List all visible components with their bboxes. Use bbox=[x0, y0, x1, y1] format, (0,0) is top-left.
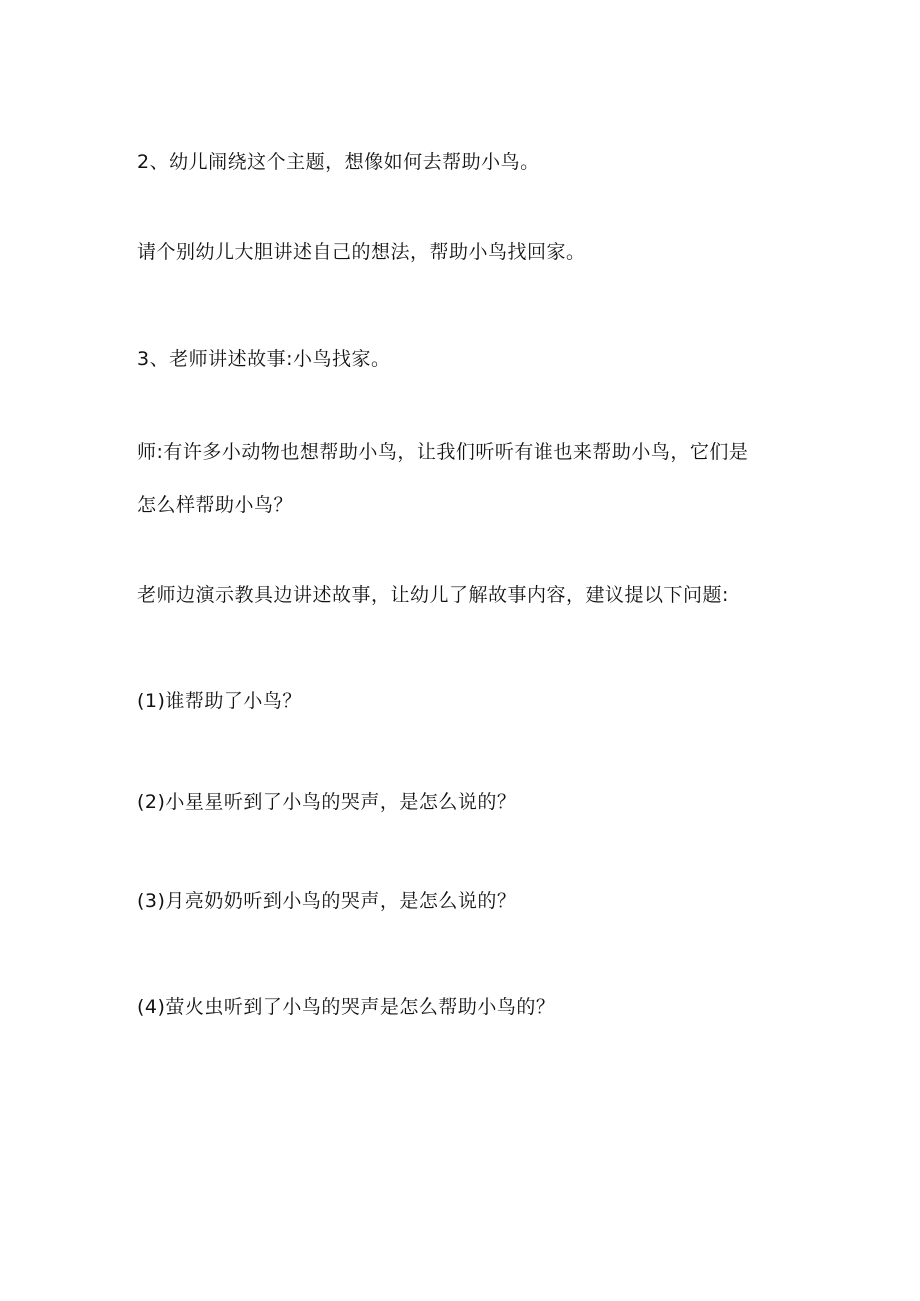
teacher-speech-line-2: 怎么样帮助小鸟？ bbox=[137, 494, 294, 516]
question-3: (3)月亮奶奶听到小鸟的哭声，是怎么说的？ bbox=[137, 890, 517, 912]
step-2-detail-text: 请个别幼儿大胆讲述自己的想法，帮助小鸟找回家。 bbox=[137, 241, 586, 263]
question-1: (1)谁帮助了小鸟？ bbox=[137, 690, 302, 712]
step-3-text: 3、老师讲述故事:小鸟找家。 bbox=[137, 348, 391, 370]
teacher-speech-line-1: 师:有许多小动物也想帮助小鸟，让我们听听有谁也来帮助小鸟，它们是 bbox=[137, 441, 749, 463]
question-2: (2)小星星听到了小鸟的哭声，是怎么说的？ bbox=[137, 791, 517, 813]
instruction-text: 老师边演示教具边讲述故事，让幼儿了解故事内容，建议提以下问题: bbox=[137, 584, 729, 606]
question-4: (4)萤火虫听到了小鸟的哭声是怎么帮助小鸟的？ bbox=[137, 996, 556, 1018]
step-2-text: 2、幼儿闹绕这个主题，想像如何去帮助小鸟。 bbox=[137, 151, 540, 173]
